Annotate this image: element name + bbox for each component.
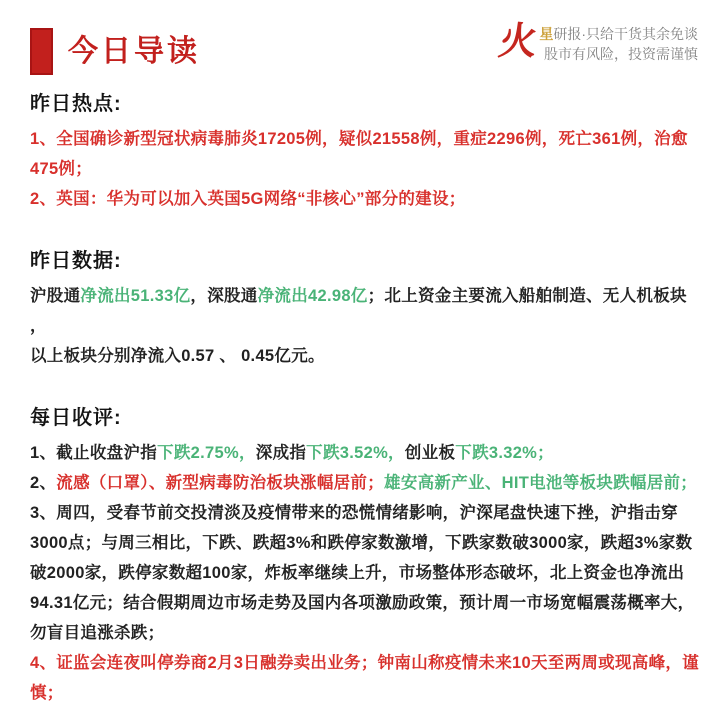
text-segment: 2、英国：华为可以加入英国5G网络“非核心”部分的建设； <box>30 190 466 208</box>
text-segment: 下跌2.75%， <box>157 444 256 462</box>
section-yesterday-data <box>30 250 702 371</box>
section-daily-review <box>30 407 702 708</box>
hotspot-item-1 <box>30 124 702 184</box>
text-segment: 创业板 <box>404 444 456 462</box>
review-item-2 <box>30 468 702 498</box>
data-line-1 <box>30 281 702 341</box>
text-segment: ；北上资金主要流入船舶制造、无人机板块 ， <box>30 287 687 335</box>
text-segment: 下跌3.32%； <box>455 444 554 462</box>
text-segment: 2、 <box>30 474 57 492</box>
text-segment: 流感（口罩）、新型病毒防治板块涨幅居前； <box>56 474 385 492</box>
review-item-1 <box>30 438 702 468</box>
section-yesterday-hotspots <box>30 93 702 214</box>
brand-tagline-line <box>539 24 698 44</box>
section-heading-hotspots: 昨日热点: <box>30 93 122 115</box>
section-heading-data: 昨日数据: <box>30 250 122 272</box>
section-heading-review: 每日收评: <box>30 407 122 429</box>
title-accent-block <box>30 28 53 75</box>
page-title: 今日导读 <box>68 34 200 68</box>
brand-logo <box>496 19 698 64</box>
text-segment: 4、证监会连夜叫停券商2月3日融券卖出业务；钟南山称疫情未来10天至两周或现高峰，谨慎； <box>30 654 699 702</box>
text-segment: 雄安高新产业、HIT电池等板块跌幅居前； <box>384 474 698 492</box>
text-segment: 以上板块分别净流入0.57 、 0.45亿元。 <box>30 347 325 365</box>
text-segment: 深成指 <box>255 444 307 462</box>
text-segment: 3、周四，受春节前交投清淡及疫情带来的恐慌情绪影响，沪深尾盘快速下挫，沪指击穿3000点；与周三相比，下跌、跌超3%和跌停家数激增，下跌家数破3000家，跌超3%家数破2000家，跌停家数超100家，炸板率继续上升，市场整体形态破坏，北上资金也净流出94.31亿元；结合假期周边市场走势及国内各项激励政策，预计周一市场宽幅震荡概率大，勿盲目追涨杀跌； <box>30 504 695 642</box>
text-segment: 沪股通 <box>30 287 81 305</box>
text-segment: 净流出42.98亿 <box>257 287 368 305</box>
header <box>30 19 702 75</box>
data-line-2 <box>30 341 702 371</box>
title-block <box>30 28 200 75</box>
text-segment: 1、截止收盘沪指 <box>30 444 158 462</box>
hotspot-item-2 <box>30 184 702 214</box>
text-segment: ，深股通 <box>190 287 258 305</box>
brand-disclaimer: 股市有风险，投资需谨慎 <box>544 46 698 62</box>
brand-star-char: 星 <box>539 26 554 42</box>
brand-tagline: 研报·只给干货其余免谈 <box>553 26 698 42</box>
review-item-3 <box>30 498 702 648</box>
text-segment: 1、全国确诊新型冠状病毒肺炎17205例，疑似21558例，重症2296例，死亡361例，治愈475例； <box>30 130 688 178</box>
brand-text <box>539 24 698 64</box>
fire-logo-icon: 火 <box>496 19 541 63</box>
review-item-4 <box>30 648 702 708</box>
text-segment: 净流出51.33亿 <box>80 287 191 305</box>
text-segment: 下跌3.52%， <box>306 444 405 462</box>
